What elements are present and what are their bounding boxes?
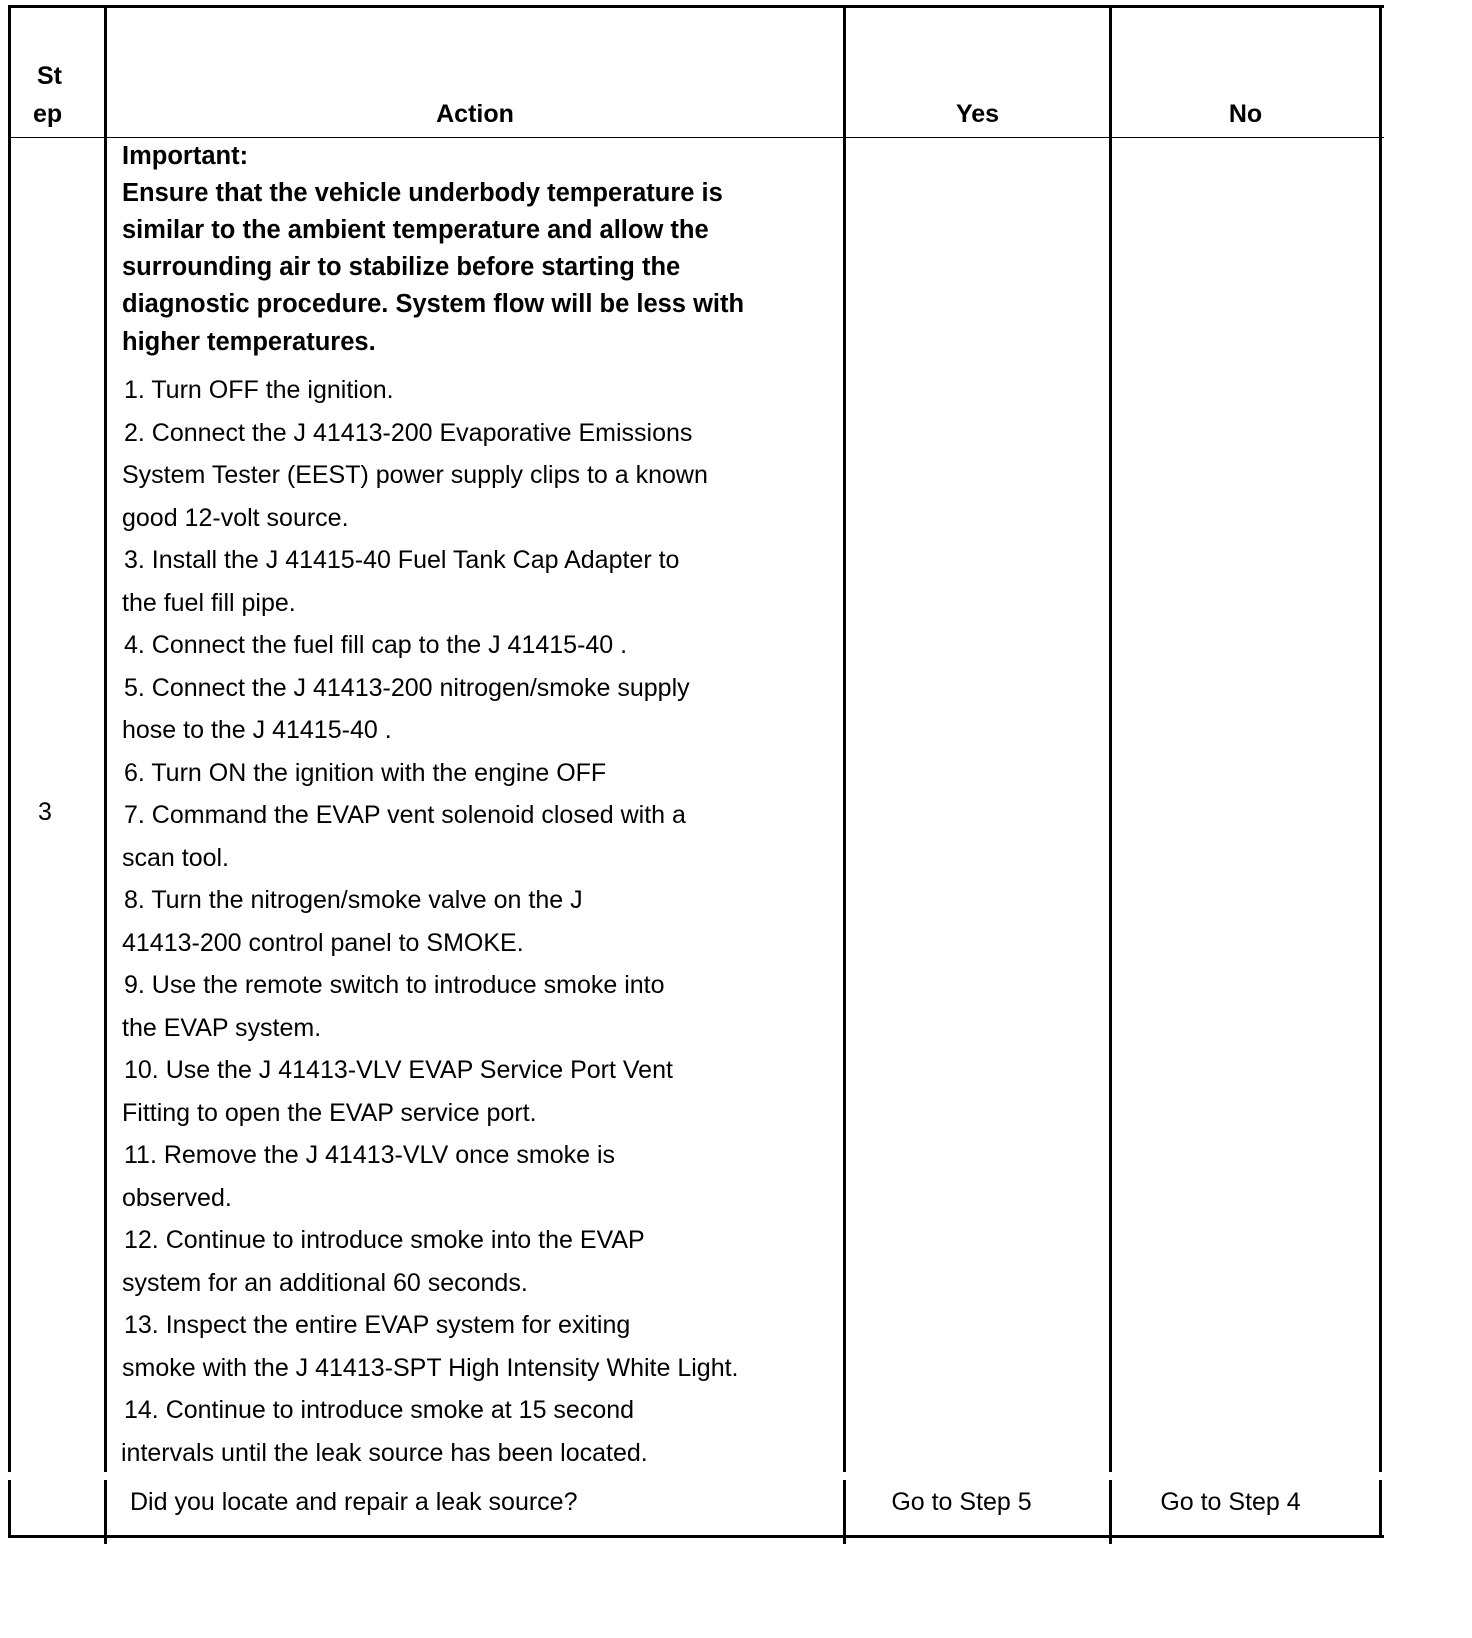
important-line: similar to the ambient temperature and allow the <box>122 216 709 244</box>
important-label: Important: <box>122 142 249 170</box>
header-bottom-border <box>8 137 1384 138</box>
procedure-line: the EVAP system. <box>122 1014 322 1042</box>
procedure-line: 8. Turn the nitrogen/smoke valve on the J <box>124 886 583 914</box>
header-action: Action <box>436 100 514 128</box>
procedure-line: system for an additional 60 seconds. <box>122 1269 528 1297</box>
procedure-line: observed. <box>122 1184 232 1212</box>
table-right-border <box>1379 5 1382 1472</box>
procedure-line: Fitting to open the EVAP service port. <box>122 1099 537 1127</box>
procedure-line: 41413-200 control panel to SMOKE. <box>122 929 524 957</box>
question-text: Did you locate and repair a leak source? <box>130 1488 578 1516</box>
important-line: surrounding air to stabilize before starting the <box>122 253 681 281</box>
header-yes: Yes <box>955 100 1000 128</box>
procedure-line: 10. Use the J 41413-VLV EVAP Service Port Vent <box>124 1056 673 1084</box>
yes-result: Go to Step 5 <box>891 1488 1032 1516</box>
procedure-line: 1. Turn OFF the ignition. <box>124 376 394 404</box>
header-step-line2: ep <box>33 100 63 128</box>
procedure-line: 14. Continue to introduce smoke at 15 second <box>124 1396 635 1424</box>
important-line: higher temperatures. <box>122 328 376 356</box>
procedure-line: 11. Remove the J 41413-VLV once smoke is <box>124 1141 616 1169</box>
table-bottom-border <box>8 1535 1384 1538</box>
procedure-line: 5. Connect the J 41413-200 nitrogen/smoke supply <box>124 674 690 702</box>
col-divider-step <box>104 5 107 1472</box>
procedure-line: good 12-volt source. <box>122 504 349 532</box>
table-left-border <box>8 5 11 1472</box>
header-no: No <box>1228 100 1263 128</box>
procedure-line: hose to the J 41415-40 . <box>122 716 392 744</box>
no-result: Go to Step 4 <box>1160 1488 1301 1516</box>
procedure-line: 4. Connect the fuel fill cap to the J 41415-40 . <box>124 631 628 659</box>
important-line: Ensure that the vehicle underbody temperature is <box>122 179 723 207</box>
table-top-border <box>8 5 1384 8</box>
col-divider-yes <box>1109 5 1112 1472</box>
procedure-line: 9. Use the remote switch to introduce smoke into <box>124 971 665 999</box>
procedure-line: 2. Connect the J 41413-200 Evaporative Emissions <box>124 419 693 447</box>
procedure-line: 6. Turn ON the ignition with the engine OFF <box>124 759 607 787</box>
procedure-line: smoke with the J 41413-SPT High Intensity White Light. <box>122 1354 739 1382</box>
procedure-line: 7. Command the EVAP vent solenoid closed with a <box>124 801 686 829</box>
procedure-line: intervals until the leak source has been located. <box>121 1439 648 1467</box>
procedure-line: 3. Install the J 41415-40 Fuel Tank Cap Adapter to <box>124 546 680 574</box>
procedure-line: scan tool. <box>122 844 230 872</box>
header-step-line1: St <box>37 62 62 90</box>
procedure-line: System Tester (EEST) power supply clips to a known <box>122 461 708 489</box>
procedure-line: 12. Continue to introduce smoke into the EVAP <box>124 1226 645 1254</box>
col-divider-action <box>843 5 846 1472</box>
procedure-line: 13. Inspect the entire EVAP system for exiting <box>124 1311 631 1339</box>
important-line: diagnostic procedure. System flow will be less with <box>122 290 745 318</box>
step-number: 3 <box>38 798 52 826</box>
table-left-border-lower <box>8 1480 11 1538</box>
table-right-border-lower <box>1379 1480 1382 1538</box>
procedure-line: the fuel fill pipe. <box>122 589 296 617</box>
